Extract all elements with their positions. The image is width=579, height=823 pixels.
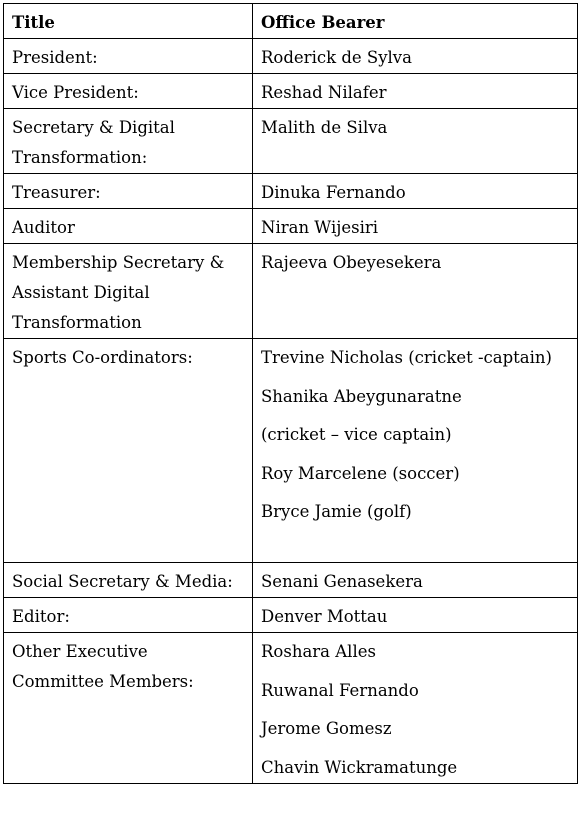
table-row	[4, 244, 578, 339]
bearer-cell	[253, 339, 578, 563]
bearer-name: Jerome Gomesz	[261, 719, 392, 738]
title-cell	[4, 174, 253, 209]
office-bearers-table	[3, 3, 578, 784]
table-row	[4, 563, 578, 598]
bearer-name: Reshad Nilafer	[261, 83, 387, 102]
bearer-name: Niran Wijesiri	[261, 218, 379, 237]
bearer-cell	[253, 174, 578, 209]
bearer-cell	[253, 39, 578, 74]
bearer-name: Ruwanal Fernando	[261, 680, 419, 700]
table-row	[4, 109, 578, 174]
bearer-cell	[253, 244, 578, 339]
bearer-name: Denver Mottau	[261, 607, 388, 626]
table-row	[4, 174, 578, 209]
title-text: Auditor	[12, 218, 75, 237]
title-cell	[4, 39, 253, 74]
bearer-name: Malith de Silva	[261, 118, 388, 137]
title-cell	[4, 74, 253, 109]
bearer-name: Roshara Alles	[261, 642, 376, 661]
title-cell	[4, 109, 253, 174]
bearer-name: Rajeeva Obeyesekera	[261, 253, 442, 272]
table-row	[4, 598, 578, 633]
title-text: Assistant Digital	[12, 283, 150, 302]
table-row	[4, 39, 578, 74]
bearer-name: Chavin Wickramatunge	[261, 757, 458, 777]
title-cell	[4, 563, 253, 598]
bearer-name: Bryce Jamie (golf)	[261, 502, 412, 521]
bearer-name: (cricket – vice captain)	[261, 425, 452, 444]
title-cell	[4, 633, 253, 784]
title-text: Editor:	[12, 607, 70, 626]
title-text: Sports Co-ordinators:	[12, 348, 193, 367]
title-text: President:	[12, 48, 98, 67]
bearer-cell	[253, 598, 578, 633]
table-row	[4, 633, 578, 784]
title-text: Transformation	[12, 313, 142, 332]
title-cell	[4, 598, 253, 633]
title-text: Committee Members:	[12, 672, 194, 691]
title-text: Treasurer:	[12, 183, 101, 202]
title-column-header: Title	[4, 4, 253, 39]
title-text: Secretary & Digital	[12, 118, 175, 137]
title-text: Social Secretary & Media:	[12, 572, 233, 591]
table-row	[4, 339, 578, 563]
bearer-name: Roderick de Sylva	[261, 48, 412, 67]
bearer-cell	[253, 209, 578, 244]
bearer-cell	[253, 109, 578, 174]
table-row	[4, 74, 578, 109]
bearer-cell	[253, 563, 578, 598]
table-header-row	[4, 4, 578, 39]
bearer-name: Dinuka Fernando	[261, 183, 406, 202]
title-text: Membership Secretary &	[12, 253, 225, 272]
title-text: Other Executive	[12, 642, 148, 661]
office-bearer-column-header: Office Bearer	[253, 4, 578, 39]
bearer-name: Senani Genasekera	[261, 572, 423, 591]
title-cell	[4, 209, 253, 244]
bearer-cell	[253, 74, 578, 109]
bearer-name: Trevine Nicholas (cricket -captain)	[261, 348, 552, 367]
bearer-cell	[253, 633, 578, 784]
title-cell	[4, 339, 253, 563]
table-row	[4, 209, 578, 244]
bearer-name: Roy Marcelene (soccer)	[261, 463, 460, 483]
title-text: Transformation:	[12, 148, 148, 167]
title-cell	[4, 244, 253, 339]
title-text: Vice President:	[12, 83, 139, 102]
bearer-name: Shanika Abeygunaratne	[261, 386, 462, 406]
